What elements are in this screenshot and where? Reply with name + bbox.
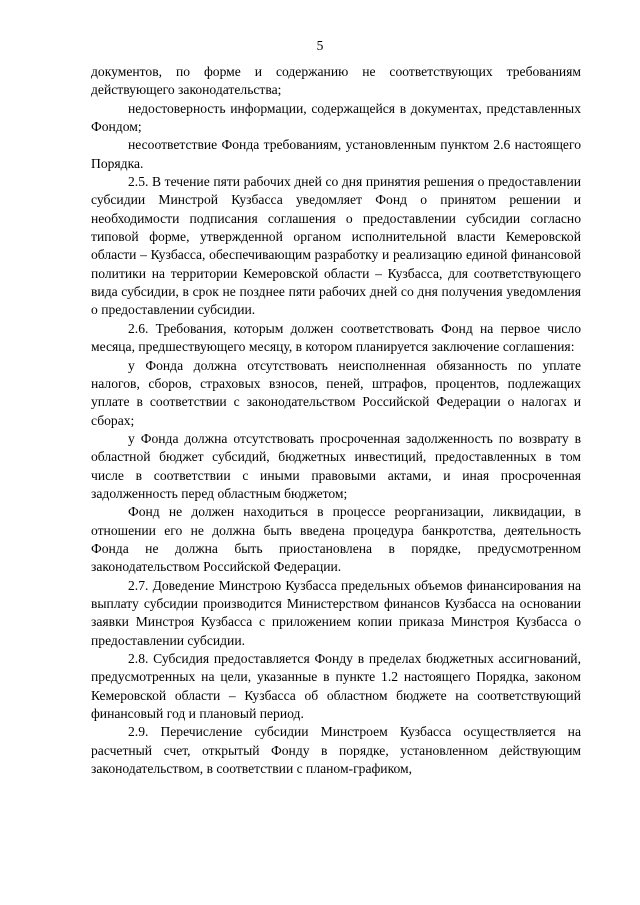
paragraph-2-5: 2.5. В течение пяти рабочих дней со дня принятия решения о предоставлении субсидии Минстрой Кузбасса уведомляет Фонд о принятом решении и необходимости подписания соглашения о предоставлении субсидии согласно типовой форме, утвержденной органом исполнительной власти Кемеровской области – Кузбасса, обеспечивающим разработку и реализацию единой финансовой политики на территории Кемеровской области – Кузбасса, для соответствующего вида субсидии, в срок не позднее пяти рабочих дней со дня получения уведомления о предоставлении субсидии. [91, 174, 581, 318]
paragraph-2-9: 2.9. Перечисление субсидии Минстроем Кузбасса осуществляется на расчетный счет, открытый Фонду в порядке, установленном действующим законодательством, в соответствии с планом-графиком, [91, 724, 581, 777]
page-number: 5 [316, 38, 324, 53]
paragraph-nonconformity: несоответствие Фонда требованиям, установленным пунктом 2.6 настоящего Порядка. [91, 137, 581, 171]
paragraph-continuation: документов, по форме и содержанию не соответствующих требованиям действующего законодательства; [91, 64, 581, 98]
paragraph-tax-obligations: у Фонда должна отсутствовать неисполненная обязанность по уплате налогов, сборов, страховых взносов, пеней, штрафов, процентов, подлежащих уплате в соответствии с законодательством Российской Федерации о налогах и сборах; [91, 357, 581, 428]
paragraph-unreliable-info: недостоверность информации, содержащейся в документах, представленных Фондом; [91, 100, 581, 135]
paragraph-2-8: 2.8. Субсидия предоставляется Фонду в пределах бюджетных ассигнований, предусмотренных на цели, указанные в пункте 1.2 настоящего Порядка, законом Кемеровской области – Кузбасса об областном бюджете на соответствующий финансовый год и плановый период. [91, 651, 581, 722]
paragraph-2-7: 2.7. Доведение Минстрою Кузбасса предельных объемов финансирования на выплату субсидии производится Министерством финансов Кузбасса на основании заявки Минстроя Кузбасса с приложением копии приказа Минстроя Кузбасса о предоставлении субсидии. [91, 577, 581, 648]
paragraph-2-6: 2.6. Требования, которым должен соответствовать Фонд на первое число месяца, предшествующего месяцу, в котором планируется заключение соглашения: [91, 320, 581, 355]
document-body [91, 63, 581, 778]
paragraph-overdue-debt: у Фонда должна отсутствовать просроченная задолженность по возврату в областной бюджет субсидий, бюджетных инвестиций, предоставленных в том числе в соответствии с иными правовыми актами, и иная просроченная задолженность перед областным бюджетом; [91, 430, 581, 501]
paragraph-reorganization: Фонд не должен находиться в процессе реорганизации, ликвидации, в отношении его не должна быть введена процедура банкротства, деятельность Фонда не должна быть приостановлена в порядке, предусмотренном законодательством Российской Федерации. [91, 504, 581, 575]
